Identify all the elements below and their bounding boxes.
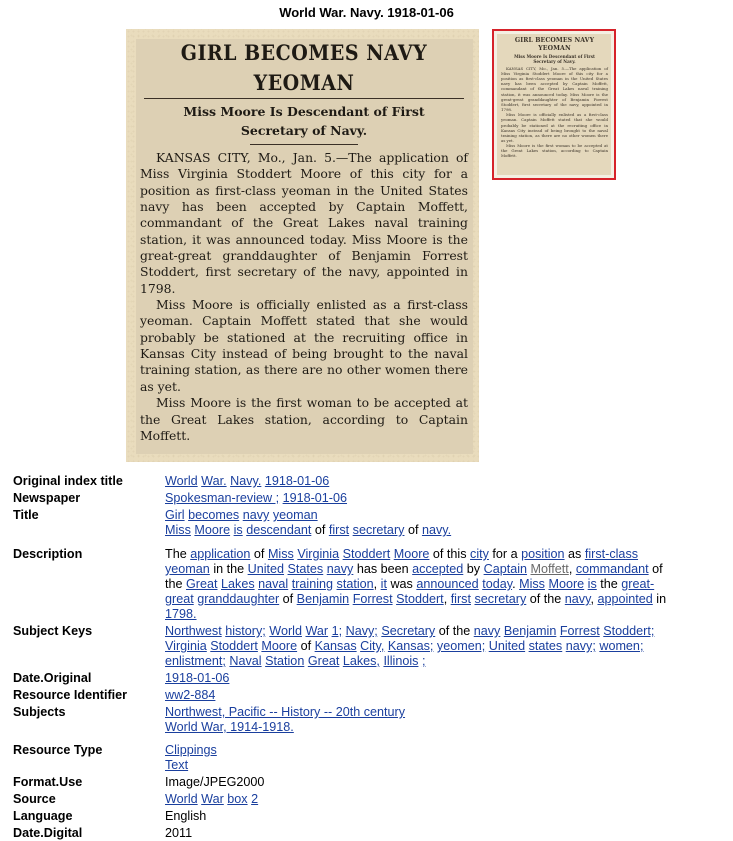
search-link[interactable]: first-class [584, 547, 639, 561]
search-link[interactable]: navy [242, 508, 270, 522]
row-subjects [13, 703, 728, 735]
plain-word: of [300, 639, 312, 653]
search-link[interactable]: Northwest, Pacific -- History -- 20th century [165, 705, 406, 719]
search-link[interactable]: 1; [331, 624, 343, 638]
thumbnail-paragraph: Miss Moore is officially enlisted as a first-class yeoman. Captain Moffett stated that she would probably be stationed at the recruiting office in Kansas City instead of being brought to the naval training station, as there are no other women there as yet. [501, 112, 608, 143]
search-link[interactable]: 1918-01-06 [264, 474, 330, 488]
field-value [165, 474, 728, 489]
row-resource-type [13, 735, 728, 773]
search-link[interactable]: Moore [393, 547, 430, 561]
description-line [165, 607, 728, 622]
search-link[interactable]: Northwest [165, 624, 222, 638]
field-value [165, 790, 728, 807]
plain-word: , [443, 592, 448, 606]
clipping-paragraph: KANSAS CITY, Mo., Jan. 5.—The application of Miss Virginia Stoddert Moore of this city for a position as first-class yeoman in the United States navy has been accepted by Captain Moffett, commandant of the Great Lakes naval training station, it was announced today. Miss Moore is the great-great granddaughter of Benjamin Forrest Stoddert, first secretary of the navy, appointed in 1798. [140, 150, 468, 296]
search-link[interactable]: City, [360, 639, 385, 653]
field-label: Title [13, 508, 39, 522]
search-link[interactable]: secretary [474, 592, 527, 606]
search-link[interactable]: United [488, 639, 526, 653]
search-link[interactable]: training [291, 577, 334, 591]
row-resource-identifier [13, 686, 728, 703]
plain-word: was [390, 577, 413, 591]
field-value [165, 489, 728, 506]
search-link[interactable]: first [450, 592, 471, 606]
plain-word: of this [432, 547, 467, 561]
search-link[interactable]: Forrest [559, 624, 600, 638]
field-label: Date.Original [13, 671, 92, 685]
search-link[interactable]: Kansas [314, 639, 357, 653]
search-link[interactable]: appointed [597, 592, 653, 606]
search-link[interactable]: Station [265, 654, 305, 668]
search-link[interactable]: navy [473, 624, 501, 638]
row-language [13, 807, 728, 824]
search-link[interactable]: enlistment; [165, 654, 226, 668]
field-label: Subjects [13, 705, 66, 719]
row-newspaper [13, 489, 728, 506]
search-link[interactable]: Spokesman-review ; [165, 491, 280, 505]
search-link[interactable]: Forrest [352, 592, 393, 606]
search-link[interactable]: history; [225, 624, 266, 638]
title-line [165, 523, 728, 538]
search-link[interactable]: yeomen; [436, 639, 486, 653]
search-link[interactable]: Navy; [345, 624, 378, 638]
search-link[interactable]: great [165, 592, 194, 606]
search-link[interactable]: is [233, 523, 243, 537]
field-label: Original index title [13, 474, 123, 488]
row-original-index-title [13, 474, 728, 489]
search-link[interactable]: Captain [483, 562, 528, 576]
field-label: Resource Identifier [13, 688, 128, 702]
search-link[interactable]: States [287, 562, 324, 576]
plain-word: of the [438, 624, 471, 638]
plain-word: has been [356, 562, 409, 576]
search-link[interactable]: Lakes [221, 577, 255, 591]
clipping-subhead: Miss Moore Is Descendant of First Secretary of Navy. [183, 104, 425, 138]
description-line [165, 577, 728, 592]
search-link[interactable]: it [380, 577, 387, 591]
search-link[interactable]: announced [416, 577, 479, 591]
search-link[interactable]: United [247, 562, 285, 576]
row-subject-keys [13, 622, 728, 669]
search-link[interactable]: Miss [267, 547, 294, 561]
title-line [165, 508, 728, 523]
search-link[interactable]: women; [599, 639, 644, 653]
plain-word: , [373, 577, 378, 591]
search-link[interactable]: Stoddert [396, 592, 444, 606]
search-link[interactable]: Benjamin [503, 624, 557, 638]
search-link[interactable]: position [521, 547, 565, 561]
search-link[interactable]: states [528, 639, 563, 653]
plain-word: , [590, 592, 594, 606]
row-title [13, 506, 728, 538]
field-label: Resource Type [13, 743, 103, 757]
search-link[interactable]: World [269, 624, 302, 638]
thumbnail-paper [497, 34, 611, 175]
search-link[interactable]: 1918-01-06 [282, 491, 348, 505]
plain-word: of [407, 523, 419, 537]
description-line [165, 562, 728, 577]
search-link[interactable]: application [190, 547, 251, 561]
search-link[interactable]: granddaughter [197, 592, 280, 606]
search-link[interactable]: World War, 1914-1918. [165, 720, 294, 734]
plain-word: the [165, 577, 183, 591]
clipping-paragraph: Miss Moore is officially enlisted as a first-class yeoman. Captain Moffett stated that she would probably be stationed at the recruiting office in Kansas City instead of being brought to the naval training station, as there are no other women there as yet. [140, 297, 468, 394]
plain-word: the [600, 577, 618, 591]
search-link[interactable]: station [336, 577, 374, 591]
clipping-body [140, 150, 468, 444]
thumbnail-paragraph: Miss Moore is the first woman to be accepted at the Great Lakes station, according to Captain Moffett. [501, 143, 608, 159]
field-label: Date.Digital [13, 826, 83, 840]
search-link[interactable]: accepted [412, 562, 464, 576]
field-label: Language [13, 809, 73, 823]
field-value [165, 538, 728, 622]
clipping-paragraph: Miss Moore is the first woman to be accepted at the Great Lakes station, according to Captain Moffett. [140, 395, 468, 443]
search-link[interactable]: 1918-01-06 [165, 671, 230, 685]
search-link[interactable]: Stoddert [210, 639, 258, 653]
search-link[interactable]: War. [201, 474, 227, 488]
search-link[interactable]: ww2-884 [165, 688, 216, 702]
plain-word: in the [213, 562, 245, 576]
search-link[interactable]: Virginia [165, 639, 207, 653]
search-link[interactable]: World [165, 474, 198, 488]
subject-keys-line [165, 639, 728, 654]
search-link[interactable]: Moore [548, 577, 585, 591]
search-link[interactable]: Miss [519, 577, 545, 591]
search-link[interactable]: Lakes, [342, 654, 380, 668]
row-source [13, 790, 728, 807]
search-link[interactable]: ; [421, 654, 426, 668]
plain-word: The [165, 547, 187, 561]
subject-keys-line [165, 654, 728, 669]
field-value [165, 703, 728, 735]
search-link[interactable]: navy [326, 562, 354, 576]
search-link[interactable]: Kansas; [387, 639, 434, 653]
search-link[interactable]: city [470, 547, 489, 561]
thumbnail-text [501, 37, 608, 159]
subject-keys-line [165, 624, 728, 639]
search-link[interactable]: Stoddert; [603, 624, 655, 638]
clipping-image [126, 29, 479, 462]
plain-word: . [512, 577, 516, 591]
search-link[interactable]: descendant [246, 523, 312, 537]
thumbnail-body [501, 66, 608, 159]
field-value [165, 506, 728, 538]
plain-word: of [314, 523, 326, 537]
search-link[interactable]: Great [186, 577, 218, 591]
clipping-rule [250, 144, 358, 145]
search-link[interactable]: secretary [352, 523, 405, 537]
search-link[interactable]: Text [165, 758, 189, 772]
search-link[interactable]: first [328, 523, 350, 537]
field-value: 2011 [165, 826, 193, 840]
field-label: Source [13, 792, 56, 806]
clipping-text [140, 42, 468, 444]
row-date-original [13, 669, 728, 686]
field-value [165, 669, 728, 686]
plain-word: for a [492, 547, 518, 561]
plain-word: by [466, 562, 481, 576]
search-link[interactable]: Moore [261, 639, 298, 653]
search-link[interactable]: Naval [229, 654, 262, 668]
description-line [165, 592, 728, 607]
search-link[interactable]: becomes [188, 508, 240, 522]
description-line [165, 547, 728, 562]
search-link[interactable]: today [482, 577, 513, 591]
plain-word: of [282, 592, 294, 606]
search-link[interactable]: Girl [165, 508, 185, 522]
clipping-headline: GIRL BECOMES NAVY YEOMAN [180, 40, 428, 96]
search-link[interactable]: Secretary [381, 624, 436, 638]
search-link[interactable]: yeoman [272, 508, 318, 522]
field-value [165, 622, 728, 669]
page-title: World War. Navy. 1918-01-06 [279, 5, 454, 20]
search-link[interactable]: Stoddert [342, 547, 391, 561]
search-link[interactable]: World [165, 792, 198, 806]
search-link[interactable]: Clippings [165, 743, 217, 757]
search-link[interactable]: great- [621, 577, 655, 591]
search-link[interactable]: Miss [165, 523, 191, 537]
search-link[interactable]: navy; [565, 639, 596, 653]
field-value [165, 686, 728, 703]
field-value: English [165, 809, 207, 823]
search-link[interactable]: Benjamin [296, 592, 350, 606]
plain-word: as [568, 547, 582, 561]
row-date-digital [13, 824, 728, 841]
search-link[interactable]: 2 [251, 792, 259, 806]
field-value: Image/JPEG2000 [165, 775, 265, 789]
row-format-use [13, 773, 728, 790]
plain-word: of [253, 547, 265, 561]
row-description [13, 538, 728, 622]
search-link[interactable]: Great [307, 654, 340, 668]
search-link[interactable]: 1798. [165, 607, 197, 621]
search-link[interactable]: War [201, 792, 224, 806]
search-link[interactable]: is [587, 577, 597, 591]
thumbnail-selected[interactable] [492, 29, 616, 180]
plain-word: of [652, 562, 663, 576]
field-label: Subject Keys [13, 624, 93, 638]
search-link[interactable]: navy. [421, 523, 452, 537]
search-link[interactable]: box [227, 792, 248, 806]
search-link[interactable]: commandant [575, 562, 649, 576]
plain-word: in [656, 592, 667, 606]
field-label: Format.Use [13, 775, 83, 789]
thumbnail-headline: GIRL BECOMES NAVY YEOMAN [514, 37, 595, 52]
search-link[interactable]: naval [258, 577, 289, 591]
search-link[interactable]: Moffett [530, 562, 569, 576]
search-link[interactable]: Illinois [383, 654, 419, 668]
plain-word: of the [529, 592, 562, 606]
field-value [165, 735, 728, 773]
search-link[interactable]: Moore [194, 523, 231, 537]
search-link[interactable]: War [305, 624, 329, 638]
search-link[interactable]: Navy. [230, 474, 262, 488]
clipping-rule [144, 98, 464, 99]
search-link[interactable]: yeoman [165, 562, 210, 576]
search-link[interactable]: navy [564, 592, 591, 606]
field-label: Newspaper [13, 491, 81, 505]
thumbnail-paragraph: KANSAS CITY, Mo., Jan. 5.—The application of Miss Virginia Stoddert Moore of this city for a position as first-class yeoman in the United States navy has been accepted by Captain Moffett, commandant of the Great Lakes naval training station, it was announced today. Miss Moore is the great-great granddaughter of Benjamin Forrest Stoddert, first secretary of the navy, appointed in 1798. [501, 65, 608, 113]
field-label: Description [13, 547, 83, 561]
thumbnail-subhead: Miss Moore Is Descendant of First Secretary of Navy. [514, 54, 595, 65]
plain-word: , [568, 562, 573, 576]
search-link[interactable]: Virginia [297, 547, 340, 561]
metadata-table [13, 474, 728, 841]
